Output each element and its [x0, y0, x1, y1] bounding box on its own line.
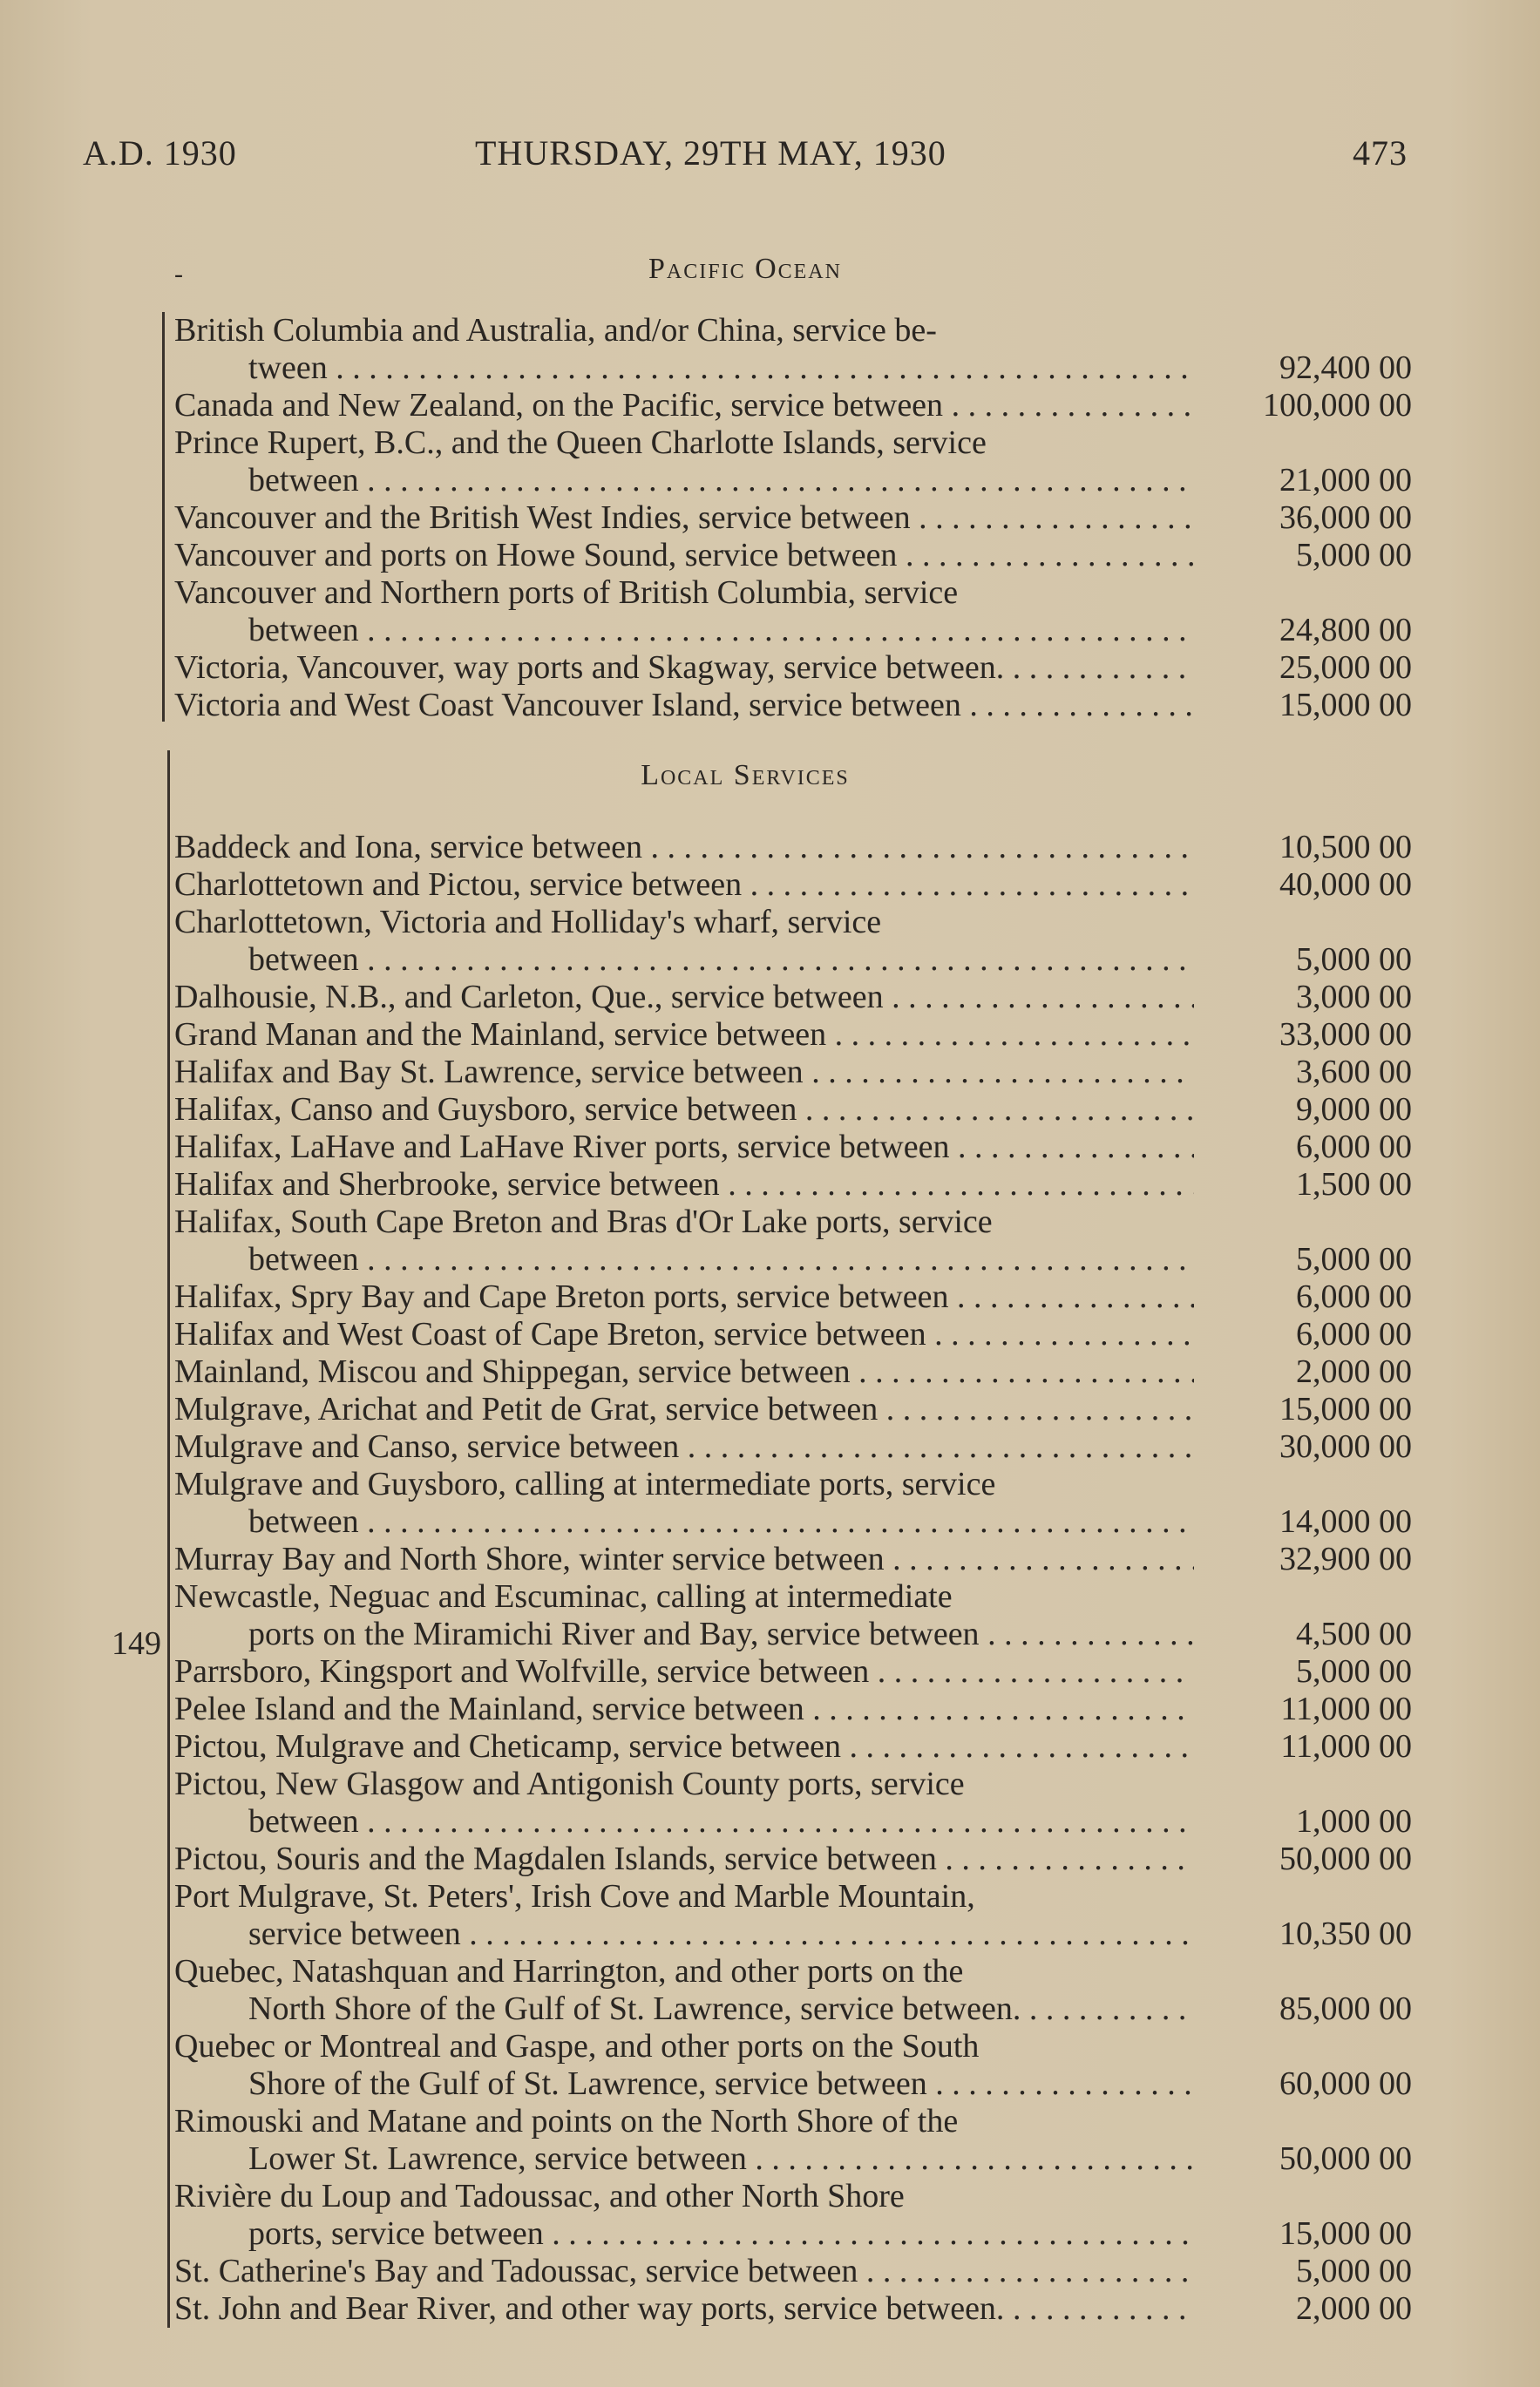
list-item [174, 2178, 1421, 2253]
section-title-local-services: Local Services [641, 759, 850, 791]
entry-description-continued: between . . . [248, 612, 1194, 649]
entry-description: Halifax, Spry Bay and Cape Breton ports, service between . . . [174, 1278, 1194, 1316]
entry-description: Vancouver and ports on Howe Sound, service between . . . [174, 537, 1194, 574]
list-item [174, 904, 1421, 979]
list-item [174, 1054, 1421, 1091]
list-item [174, 1016, 1421, 1054]
entry-description-continued: between . . . [248, 462, 1194, 499]
list-item [174, 1766, 1421, 1841]
entry-description: Grand Manan and the Mainland, service between . . . [174, 1016, 1194, 1054]
entry-description: Charlottetown and Pictou, service between . . . [174, 866, 1194, 904]
entry-description: Halifax and Sherbrooke, service between . . . [174, 1166, 1194, 1204]
entry-amount: 1,000 00 [1296, 1803, 1412, 1840]
entry-amount: 2,000 00 [1296, 1353, 1412, 1390]
list-item [174, 2028, 1421, 2103]
entry-description: Victoria and West Coast Vancouver Island, service between . . . [174, 687, 1194, 724]
margin-dash: - [174, 260, 183, 288]
entry-description-continued: Shore of the Gulf of St. Lawrence, service between . . . [248, 2065, 1194, 2103]
entry-description: Halifax and Bay St. Lawrence, service between . . . [174, 1054, 1194, 1091]
entry-description: British Columbia and Australia, and/or China, service be- [174, 312, 937, 349]
entry-description-continued: between . . . [248, 1503, 1194, 1541]
entry-amount: 25,000 00 [1279, 649, 1412, 686]
entry-amount: 33,000 00 [1279, 1016, 1412, 1053]
page-header [83, 132, 1408, 181]
list-item [174, 499, 1421, 537]
list-item [174, 1841, 1421, 1878]
section-title-pacific-ocean: Pacific Ocean [648, 253, 842, 285]
bracket-line [167, 750, 170, 2328]
entry-description: Halifax, Canso and Guysboro, service between . . . [174, 1091, 1194, 1129]
entry-list-local-services [174, 829, 1421, 2328]
list-item [174, 1953, 1421, 2028]
entry-list-pacific-ocean [174, 312, 1421, 724]
entry-amount: 5,000 00 [1296, 941, 1412, 978]
entry-amount: 10,350 00 [1279, 1916, 1412, 1952]
entry-description: Vancouver and the British West Indies, service between . . . [174, 499, 1194, 537]
list-item [174, 1653, 1421, 1691]
entry-description: St. Catherine's Bay and Tadoussac, service between . . . [174, 2253, 1194, 2290]
list-item [174, 574, 1421, 649]
entry-description: Pelee Island and the Mainland, service between . . . [174, 1691, 1194, 1728]
list-item [174, 1691, 1421, 1728]
entry-amount: 11,000 00 [1280, 1691, 1412, 1727]
list-item [174, 687, 1421, 724]
entry-amount: 11,000 00 [1280, 1728, 1412, 1765]
entry-description: Mainland, Miscou and Shippegan, service between . . . [174, 1353, 1194, 1391]
entry-amount: 100,000 00 [1263, 387, 1412, 424]
entry-amount: 15,000 00 [1279, 1391, 1412, 1427]
entry-description: Vancouver and Northern ports of British Columbia, service [174, 574, 959, 611]
list-item [174, 1391, 1421, 1428]
entry-description: Prince Rupert, B.C., and the Queen Charlotte Islands, service [174, 424, 987, 461]
header-date: THURSDAY, 29TH MAY, 1930 [475, 133, 946, 173]
entry-amount: 6,000 00 [1296, 1278, 1412, 1315]
entry-amount: 50,000 00 [1279, 1841, 1412, 1877]
entry-description: Pictou, New Glasgow and Antigonish County ports, service [174, 1766, 965, 1802]
entry-amount: 2,000 00 [1296, 2290, 1412, 2327]
entry-description-continued: ports on the Miramichi River and Bay, service between . . . [248, 1616, 1194, 1653]
entry-amount: 85,000 00 [1279, 1990, 1412, 2027]
entry-amount: 24,800 00 [1279, 612, 1412, 648]
list-item [174, 1466, 1421, 1541]
list-item [174, 1878, 1421, 1953]
entry-description-continued: between . . . [248, 1241, 1194, 1278]
entry-description: Mulgrave and Guysboro, calling at intermediate ports, service [174, 1466, 996, 1502]
list-item [174, 1166, 1421, 1204]
entry-description: Halifax and West Coast of Cape Breton, service between . . . [174, 1316, 1194, 1353]
entry-amount: 50,000 00 [1279, 2140, 1412, 2177]
entry-amount: 5,000 00 [1296, 537, 1412, 573]
entry-description: Rivière du Loup and Tadoussac, and other North Shore [174, 2178, 905, 2214]
entry-amount: 60,000 00 [1279, 2065, 1412, 2102]
entry-description-continued: Lower St. Lawrence, service between . . . [248, 2140, 1194, 2178]
entry-amount: 15,000 00 [1279, 2215, 1412, 2252]
list-item [174, 2103, 1421, 2178]
list-item [174, 1428, 1421, 1466]
entry-amount: 40,000 00 [1279, 866, 1412, 903]
entry-amount: 14,000 00 [1279, 1503, 1412, 1540]
entry-amount: 92,400 00 [1279, 349, 1412, 386]
entry-amount: 15,000 00 [1279, 687, 1412, 723]
entry-amount: 9,000 00 [1296, 1091, 1412, 1128]
list-item [174, 1353, 1421, 1391]
list-item [174, 2290, 1421, 2328]
entry-amount: 6,000 00 [1296, 1316, 1412, 1353]
entry-amount: 32,900 00 [1279, 1541, 1412, 1577]
entry-description: Halifax, South Cape Breton and Bras d'Or Lake ports, service [174, 1204, 993, 1240]
entry-description-continued: ports, service between . . . [248, 2215, 1194, 2253]
entry-amount: 6,000 00 [1296, 1129, 1412, 1165]
list-item [174, 979, 1421, 1016]
list-item [174, 1204, 1421, 1278]
entry-description: St. John and Bear River, and other way ports, service between. . . . [174, 2290, 1194, 2328]
list-item [174, 1278, 1421, 1316]
list-item [174, 866, 1421, 904]
list-item [174, 829, 1421, 866]
list-item [174, 1316, 1421, 1353]
list-item [174, 1578, 1421, 1653]
list-item [174, 1129, 1421, 1166]
entry-amount: 3,000 00 [1296, 979, 1412, 1015]
list-item [174, 537, 1421, 574]
list-item [174, 387, 1421, 424]
list-item [174, 1091, 1421, 1129]
entry-description: Halifax, LaHave and LaHave River ports, service between . . . [174, 1129, 1194, 1166]
entry-description: Quebec, Natashquan and Harrington, and other ports on the [174, 1953, 964, 1990]
entry-description-continued: tween . . . [248, 349, 1194, 387]
bracket-line [162, 312, 165, 722]
entry-description: Charlottetown, Victoria and Holliday's wharf, service [174, 904, 882, 940]
entry-description-continued: service between . . . [248, 1916, 1194, 1953]
entry-amount: 1,500 00 [1296, 1166, 1412, 1203]
entry-description: Mulgrave and Canso, service between . . . [174, 1428, 1194, 1466]
entry-amount: 5,000 00 [1296, 2253, 1412, 2289]
entry-amount: 36,000 00 [1279, 499, 1412, 536]
entry-description: Rimouski and Matane and points on the North Shore of the [174, 2103, 959, 2139]
entry-description-continued: between . . . [248, 1803, 1194, 1841]
entry-amount: 30,000 00 [1279, 1428, 1412, 1465]
list-item [174, 2253, 1421, 2290]
entry-description: Pictou, Souris and the Magdalen Islands, service between . . . [174, 1841, 1194, 1878]
entry-amount: 21,000 00 [1279, 462, 1412, 498]
entry-description: Newcastle, Neguac and Escuminac, calling at intermediate [174, 1578, 953, 1615]
entry-amount: 10,500 00 [1279, 829, 1412, 865]
entry-description: Port Mulgrave, St. Peters', Irish Cove and Marble Mountain, [174, 1878, 975, 1915]
list-item [174, 1541, 1421, 1578]
entry-description: Canada and New Zealand, on the Pacific, service between . . . [174, 387, 1194, 424]
list-item [174, 649, 1421, 687]
entry-description: Mulgrave, Arichat and Petit de Grat, service between . . . [174, 1391, 1194, 1428]
margin-marker: 149 [112, 1625, 161, 1662]
entry-amount: 3,600 00 [1296, 1054, 1412, 1090]
entry-description: Murray Bay and North Shore, winter service between . . . [174, 1541, 1194, 1578]
entry-description: Parrsboro, Kingsport and Wolfville, service between . . . [174, 1653, 1194, 1691]
entry-description: Dalhousie, N.B., and Carleton, Que., service between . . . [174, 979, 1194, 1016]
header-year: A.D. 1930 [83, 133, 237, 173]
list-item [174, 1728, 1421, 1766]
entry-description-continued: North Shore of the Gulf of St. Lawrence, service between. . . . [248, 1990, 1194, 2028]
entry-description: Baddeck and Iona, service between . . . [174, 829, 1194, 866]
page-number: 473 [1353, 133, 1408, 173]
entry-amount: 4,500 00 [1296, 1616, 1412, 1652]
entry-description: Quebec or Montreal and Gaspe, and other ports on the South [174, 2028, 980, 2065]
list-item [174, 312, 1421, 387]
entry-description-continued: between . . . [248, 941, 1194, 979]
entry-description: Pictou, Mulgrave and Cheticamp, service between . . . [174, 1728, 1194, 1766]
entry-amount: 5,000 00 [1296, 1653, 1412, 1690]
entry-description: Victoria, Vancouver, way ports and Skagway, service between. . . . [174, 649, 1194, 687]
entry-amount: 5,000 00 [1296, 1241, 1412, 1278]
list-item [174, 424, 1421, 499]
